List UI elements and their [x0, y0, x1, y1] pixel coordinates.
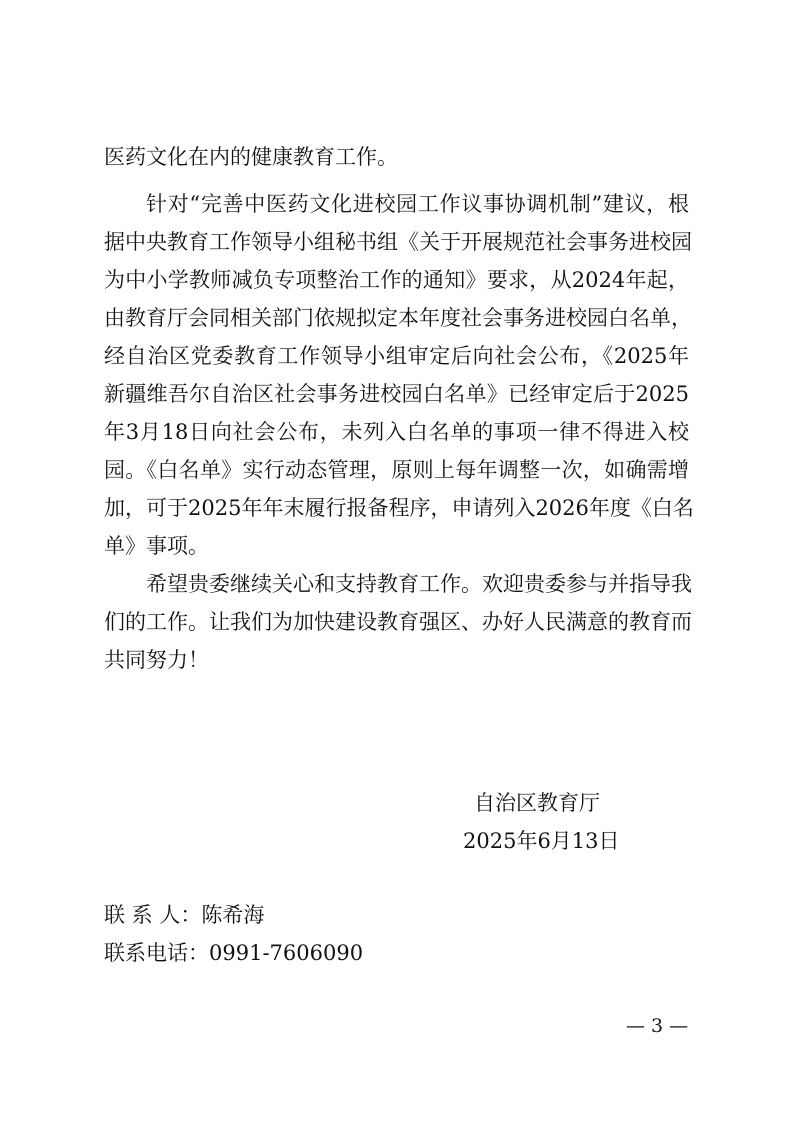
- signature-date: 2025年6月13日: [463, 829, 620, 853]
- paragraph-line: 们的工作。让我们为加快建设教育强区、办好人民满意的教育而: [104, 610, 692, 634]
- paragraph-line: 医药文化在内的健康教育工作。: [104, 145, 398, 169]
- paragraph-line: 加，可于2025年年末履行报备程序，申请列入2026年度《白名: [104, 496, 694, 520]
- contact-person-label: 联 系 人：: [104, 903, 202, 927]
- paragraph-line: 经自治区党委教育工作领导小组审定后向社会公布，《2025年: [104, 344, 689, 368]
- paragraph-line: 希望贵委继续关心和支持教育工作。欢迎贵委参与并指导我: [146, 572, 692, 596]
- contact-phone-label: 联系电话：: [104, 941, 209, 965]
- paragraph-line: 单》事项。: [104, 534, 209, 558]
- paragraph-line: 由教育厅会同相关部门依规拟定本年度社会事务进校园白名单，: [104, 306, 692, 330]
- paragraph-line: 为中小学教师减负专项整治工作的通知》要求，从2024年起，: [104, 268, 689, 292]
- page-number: — 3 —: [626, 1015, 689, 1037]
- contact-person-name: 陈希海: [201, 903, 265, 927]
- paragraph-line: 共同努力！: [104, 648, 209, 672]
- contact-phone-number: 0991-7606090: [209, 941, 364, 965]
- paragraph-line: 针对“完善中医药文化进校园工作议事协调机制”建议，根: [146, 192, 689, 216]
- contact-person: [104, 901, 264, 929]
- signature-org: 自治区教育厅: [474, 791, 600, 815]
- contact-phone: [104, 939, 363, 967]
- paragraph-line: 年3月18日向社会公布，未列入白名单的事项一律不得进入校: [104, 420, 689, 444]
- paragraph-line: 新疆维吾尔自治区社会事务进校园白名单》已经审定后于2025: [104, 382, 689, 406]
- paragraph-line: 据中央教育工作领导小组秘书组《关于开展规范社会事务进校园: [104, 230, 692, 254]
- paragraph-line: 园。《白名单》实行动态管理，原则上每年调整一次，如确需增: [104, 458, 689, 482]
